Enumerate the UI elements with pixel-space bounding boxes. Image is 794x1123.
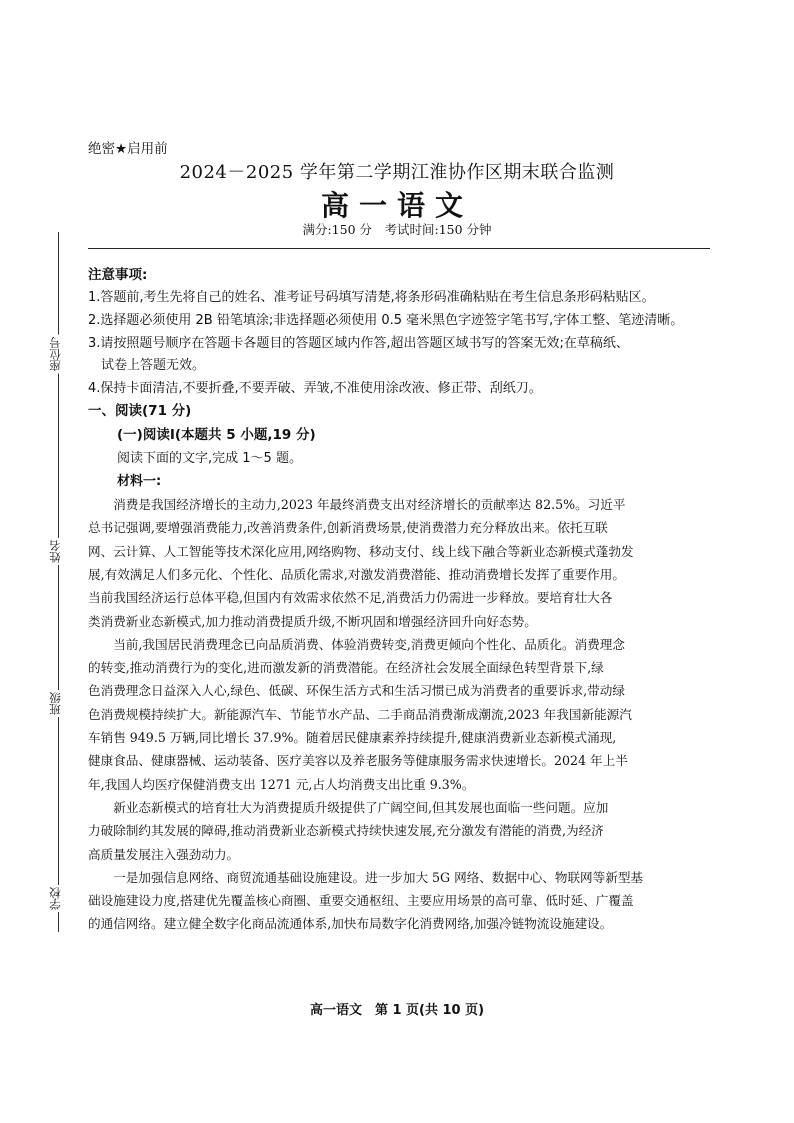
passage-line: 高质量发展注入强劲动力。 xyxy=(88,846,240,862)
passage-line: 新业态新模式的培育壮大为消费提质升级提供了广阔空间,但其发展也面临一些问题。应加 xyxy=(88,799,609,815)
header-divider xyxy=(88,248,710,249)
subject-title: 高一语文 xyxy=(320,189,473,222)
notice-item: 试卷上答题无效。 xyxy=(88,358,206,373)
notice-item: 1.答题前,考生先将自己的姓名、准考证号码填写清楚,将条形码准确粘贴在考生信息条形码粘贴区。 xyxy=(88,290,655,305)
passage-line: 的转变,推动消费行为的变化,进而激发新的消费潜能。在经济社会发展全面绿色转型背景下,绿 xyxy=(88,660,604,676)
passage-line: 的通信网络。建立健全数字化商品流通体系,加快布局数字化消费网络,加强冷链物流设施建设。 xyxy=(88,916,613,932)
passage-line: 年,我国人均医疗保健消费支出 1271 元,占人均消费支出比重 9.3%。 xyxy=(88,776,475,792)
margin-label-class: 班级 xyxy=(47,690,69,717)
material-label: 材料一: xyxy=(117,474,162,489)
margin-label-seat: 座位号 xyxy=(47,335,69,374)
subsection-heading: (一)阅读Ⅰ(本题共 5 小题,19 分) xyxy=(117,427,316,443)
passage-line: 展,有效满足人们多元化、个性化、品质化需求,对激发消费潜能、推动消费增长发挥了重要作用。 xyxy=(88,566,625,582)
passage-line: 网、云计算、人工智能等技术深化应用,网络购物、移动支付、线上线下融合等新业态新模式蓬勃发 xyxy=(88,543,634,559)
passage-line: 力破除制约其发展的障碍,推动消费新业态新模式持续快速发展,充分激发有潜能的消费,为经济 xyxy=(88,823,604,839)
passage-line: 一是加强信息网络、商贸流通基础设施建设。进一步加大 5G 网络、数据中心、物联网等新型基 xyxy=(88,869,644,885)
passage-line: 础设施建设力度,搭建优先覆盖核心商圈、重要交通枢纽、主要应用场景的高可靠、低时延、广覆盖 xyxy=(88,893,634,909)
margin-label-school: 学校 xyxy=(47,885,69,912)
section-heading: 一、阅读(71 分) xyxy=(88,403,192,419)
passage-line: 当前我国经济运行总体平稳,但国内有效需求依然不足,消费活力仍需进一步释放。要培育壮大各 xyxy=(88,590,613,606)
notice-item: 4.保持卡面清洁,不要折叠,不要弄破、弄皱,不准使用涂改液、修正带、刮纸刀。 xyxy=(88,381,542,396)
secrecy-mark: 绝密★启用前 xyxy=(88,141,168,157)
passage-line: 车销售 949.5 万辆,同比增长 37.9%。随着居民健康素养持续提升,健康消费新业态新模式涌现, xyxy=(88,730,617,745)
passage-line: 类消费新业态新模式,加力推动消费提质升级,不断巩固和增强经济回升向好态势。 xyxy=(88,613,537,629)
passage-line: 色消费规模持续扩大。新能源汽车、节能节水产品、二手商品消费渐成潮流,2023 年我国新能源汽 xyxy=(88,706,632,722)
notice-title: 注意事项: xyxy=(88,267,148,283)
passage-line: 总书记强调,要增强消费能力,改善消费条件,创新消费场景,使消费潜力充分释放出来。依托互联 xyxy=(88,520,608,536)
passage-line: 色消费理念日益深入人心,绿色、低碳、环保生活方式和生活习惯已成为消费者的重要诉求,带动绿 xyxy=(88,683,625,699)
reading-instruction: 阅读下面的文字,完成 1～5 题。 xyxy=(117,451,302,466)
margin-label-name: 姓名 xyxy=(47,538,69,565)
notice-item: 3.请按照题号顺序在答题卡各题目的答题区域内作答,超出答题区域书写的答案无效;在草稿纸、 xyxy=(88,336,629,351)
passage-line: 当前,我国居民消费理念已向品质消费、体验消费转变,消费更倾向个性化、品质化。消费理念 xyxy=(88,636,625,652)
exam-title: 2024－2025 学年第二学期江淮协作区期末联合监测 xyxy=(179,162,615,183)
passage-line: 健康食品、健康器械、运动装备、医疗美容以及养老服务等健康服务需求快速增长。2024 年上半 xyxy=(88,753,628,769)
score-info: 满分:150 分 考试时间:150 分钟 xyxy=(302,222,492,237)
page-footer: 高一语文 第 1 页(共 10 页) xyxy=(309,1003,485,1018)
passage-line: 消费是我国经济增长的主动力,2023 年最终消费支出对经济增长的贡献率达 82.5%。习近平 xyxy=(88,497,626,512)
notice-item: 2.选择题必须使用 2B 铅笔填涂;非选择题必须使用 0.5 毫米黑色字迹签字笔书写,字体工整、笔迹清晰。 xyxy=(88,313,684,328)
